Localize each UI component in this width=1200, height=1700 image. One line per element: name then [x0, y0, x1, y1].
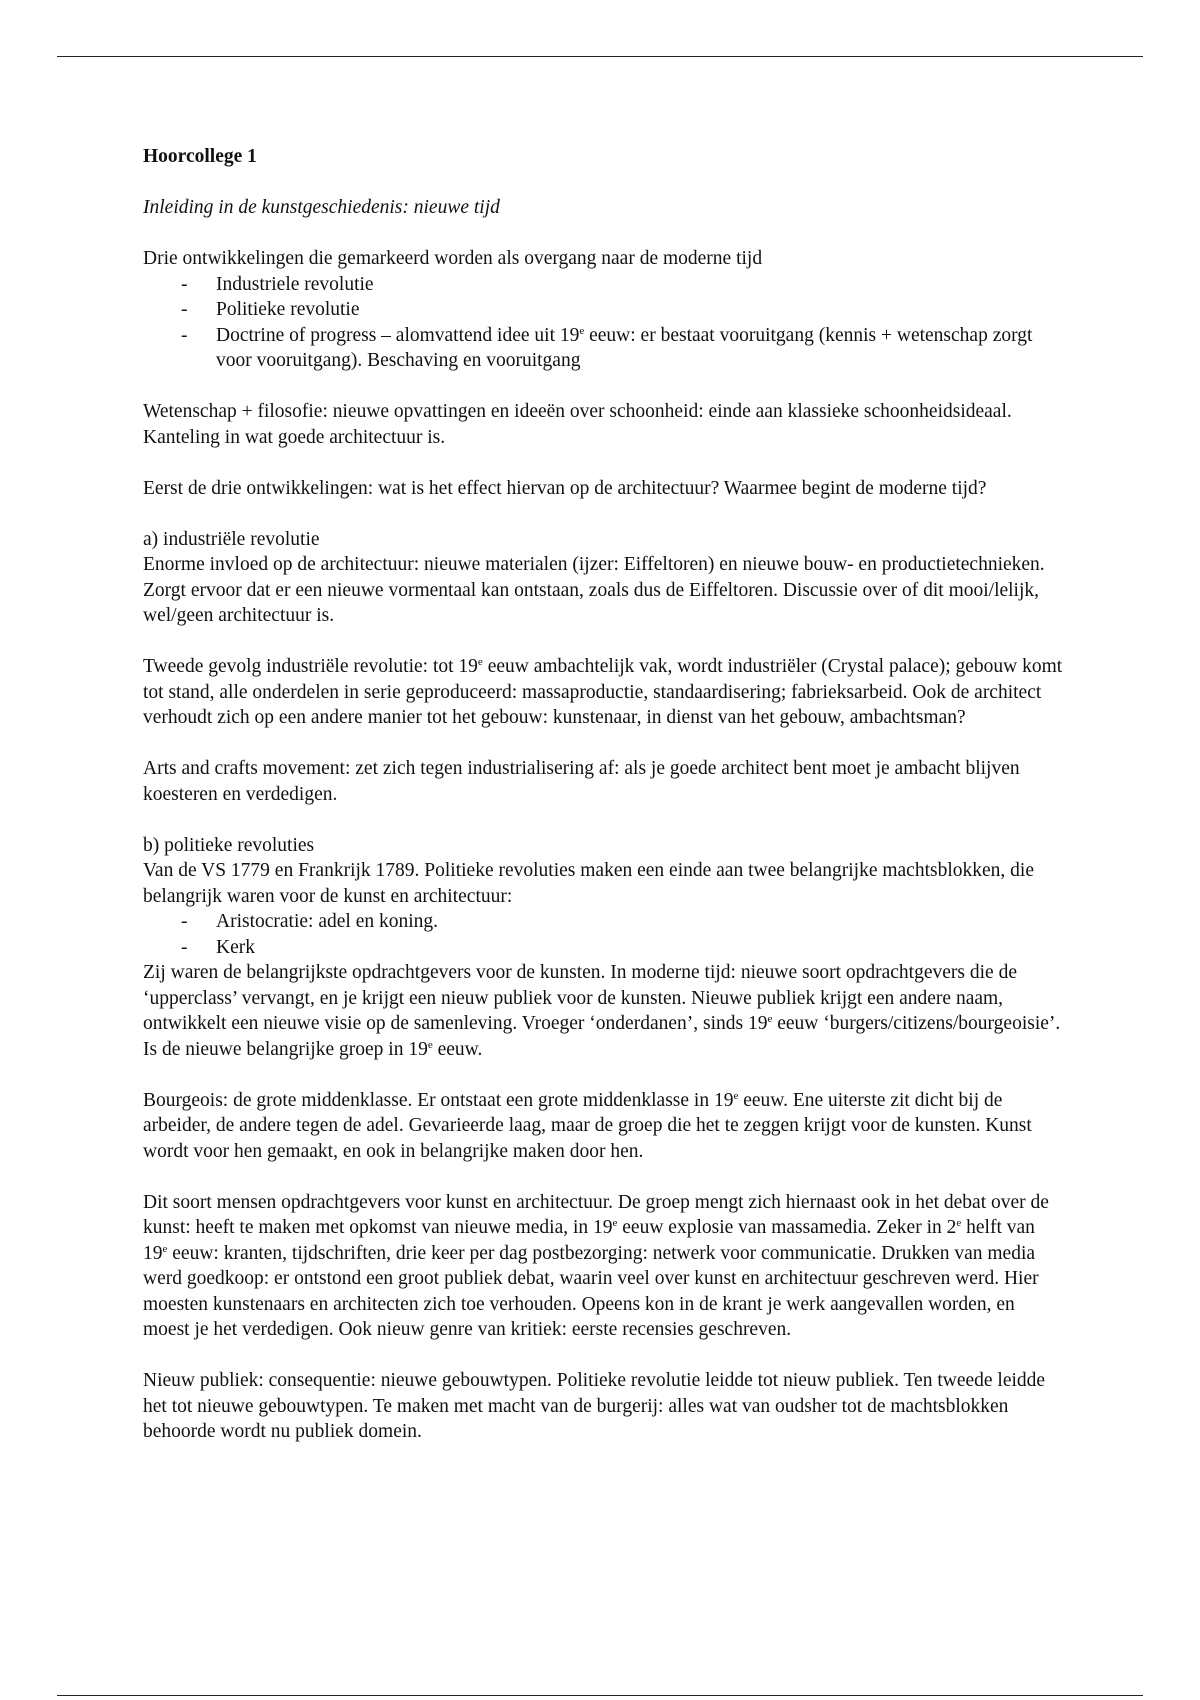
- paragraph-intro: Drie ontwikkelingen die gemarkeerd worden als overgang naar de moderne tijd: [143, 248, 763, 269]
- document-subtitle: Inleiding in de kunstgeschiedenis: nieuwe tijd: [143, 197, 500, 218]
- text-span: helft van 19: [143, 1217, 1035, 1264]
- list-item: - Aristocratie: adel en koning.: [143, 909, 1063, 935]
- paragraph-eerst: Eerst de drie ontwikkelingen: wat is het effect hiervan op de architectuur? Waarmee begint de moderne tijd?: [143, 477, 987, 499]
- text-span: eeuw ‘burgers/citizens/bourgeoisie’. Is de nieuwe belangrijke groep in 19: [143, 1013, 1061, 1060]
- list-item-text: eeuw: er bestaat vooruitgang (kennis + wetenschap zorgt voor vooruitgang). Beschaving en vooruitgang: [216, 324, 1033, 371]
- top-rule: [57, 56, 1143, 57]
- superscript: e: [427, 1038, 433, 1051]
- developments-list: [143, 272, 1063, 374]
- list-item: - Kerk: [143, 935, 1063, 961]
- document-title: Hoorcollege 1: [143, 146, 257, 167]
- list-item: [143, 323, 1063, 374]
- superscript: e: [612, 1217, 618, 1229]
- section-heading-b: b) politieke revoluties: [143, 834, 315, 856]
- document-body: [143, 144, 1063, 1445]
- text-span: eeuw ambachtelijk vak, wordt industriëler (Crystal palace); gebouw komt tot stand, alle onderdelen in serie geproduceerd: massaproductie, standaardisering; fabrieksarbeid. Ook de architect verhoudt zich op een andere manier tot het gebouw: kunstenaar, in dienst van het gebouw, ambachtsman?: [143, 656, 1063, 728]
- paragraph-arts-and-crafts: Arts and crafts movement: zet zich tegen industrialisering af: als je goede architect bent moet je ambacht blijven koesteren en verdedigen.: [143, 758, 1020, 805]
- superscript: e: [956, 1217, 962, 1229]
- superscript: e: [162, 1242, 168, 1255]
- superscript: e: [767, 1013, 773, 1025]
- text-span: eeuw.: [432, 1038, 483, 1060]
- paragraph-opdrachtgevers: [143, 960, 1063, 1062]
- list-item: - Politieke revolutie: [143, 297, 1063, 323]
- text-span: eeuw: kranten, tijdschriften, drie keer per dag postbezorging: netwerk voor communicatie. Drukken van media werd goedkoop: er ontstond een groot publiek debat, waarin veel over kunst en architectuur geschreven werd. Hier moesten kunstenaars en architecten zich toe verhouden. Opeens kon in de krant je werk aangevallen worden, en moest je het verdedigen. Ook nieuw genre van kritiek: eerste recensies geschreven.: [143, 1242, 1039, 1340]
- text-span: Dit soort mensen opdrachtgevers voor kunst en architectuur. De groep mengt zich hiernaast ook in het debat over de kunst: heeft te maken met opkomst van nieuwe media, in 19: [143, 1191, 1049, 1238]
- superscript: e: [579, 324, 585, 337]
- text-span: eeuw explosie van massamedia. Zeker in 2: [617, 1217, 957, 1238]
- paragraph-wetenschap: Wetenschap + filosofie: nieuwe opvattingen en ideeën over schoonheid: einde aan klassieke schoonheidsideaal. Kanteling in wat goede architectuur is.: [143, 401, 1012, 448]
- text-span: Zij waren de belangrijkste opdrachtgevers voor de kunsten. In moderne tijd: nieuwe soort opdrachtgevers die de ‘upperclass’ vervangt, en je krijgt een nieuw publiek voor de kunsten. Nieuwe publiek krijgt een andere naam, ontwikkelt een nieuwe visie op de samenleving. Vroeger ‘onderdanen’, sinds 19: [143, 962, 1017, 1034]
- bottom-rule: [57, 1695, 1143, 1696]
- text-span: Bourgeois: de grote middenklasse. Er ontstaat een grote middenklasse in 19: [143, 1089, 734, 1111]
- text-span: eeuw. Ene uiterste zit dicht bij de arbeider, de andere tegen de adel. Gevarieerde laag, maar de groep die het te zeggen krijgt voor de kunsten. Kunst wordt voor hen gemaakt, en ook in belangrijke maken door hen.: [143, 1089, 1032, 1162]
- section-heading-a: a) industriële revolutie: [143, 528, 320, 550]
- list-item: - Industriele revolutie: [143, 272, 1063, 298]
- power-blocks-list: [143, 909, 1063, 960]
- paragraph-bourgeois: [143, 1088, 1063, 1165]
- superscript: e: [733, 1089, 739, 1102]
- paragraph-enorme: Enorme invloed op de architectuur: nieuwe materialen (ijzer: Eiffeltoren) en nieuwe bouw- en productietechnieken. Zorgt ervoor dat er een nieuwe vormentaal kan ontstaan, zoals dus de Eiffeltoren. Discussie over of dit mooi/lelijk, wel/geen architectuur is.: [143, 554, 1045, 626]
- paragraph-tweede-gevolg: [143, 654, 1063, 731]
- superscript: e: [477, 656, 483, 668]
- paragraph-massamedia: [143, 1190, 1063, 1343]
- paragraph-vs: Van de VS 1779 en Frankrijk 1789. Politieke revoluties maken een einde aan twee belangrijke machtsblokken, die belangrijk waren voor de kunst en architectuur:: [143, 860, 1034, 907]
- text-span: Tweede gevolg industriële revolutie: tot 19: [143, 656, 478, 677]
- list-item-text: Doctrine of progress – alomvattend idee uit 19: [216, 324, 580, 346]
- paragraph-nieuw-publiek: Nieuw publiek: consequentie: nieuwe gebouwtypen. Politieke revolutie leidde tot nieuw publiek. Ten tweede leidde het tot nieuwe gebouwtypen. Te maken met macht van de burgerij: alles wat van oudsher tot de machtsblokken behoorde wordt nu publiek domein.: [143, 1370, 1046, 1442]
